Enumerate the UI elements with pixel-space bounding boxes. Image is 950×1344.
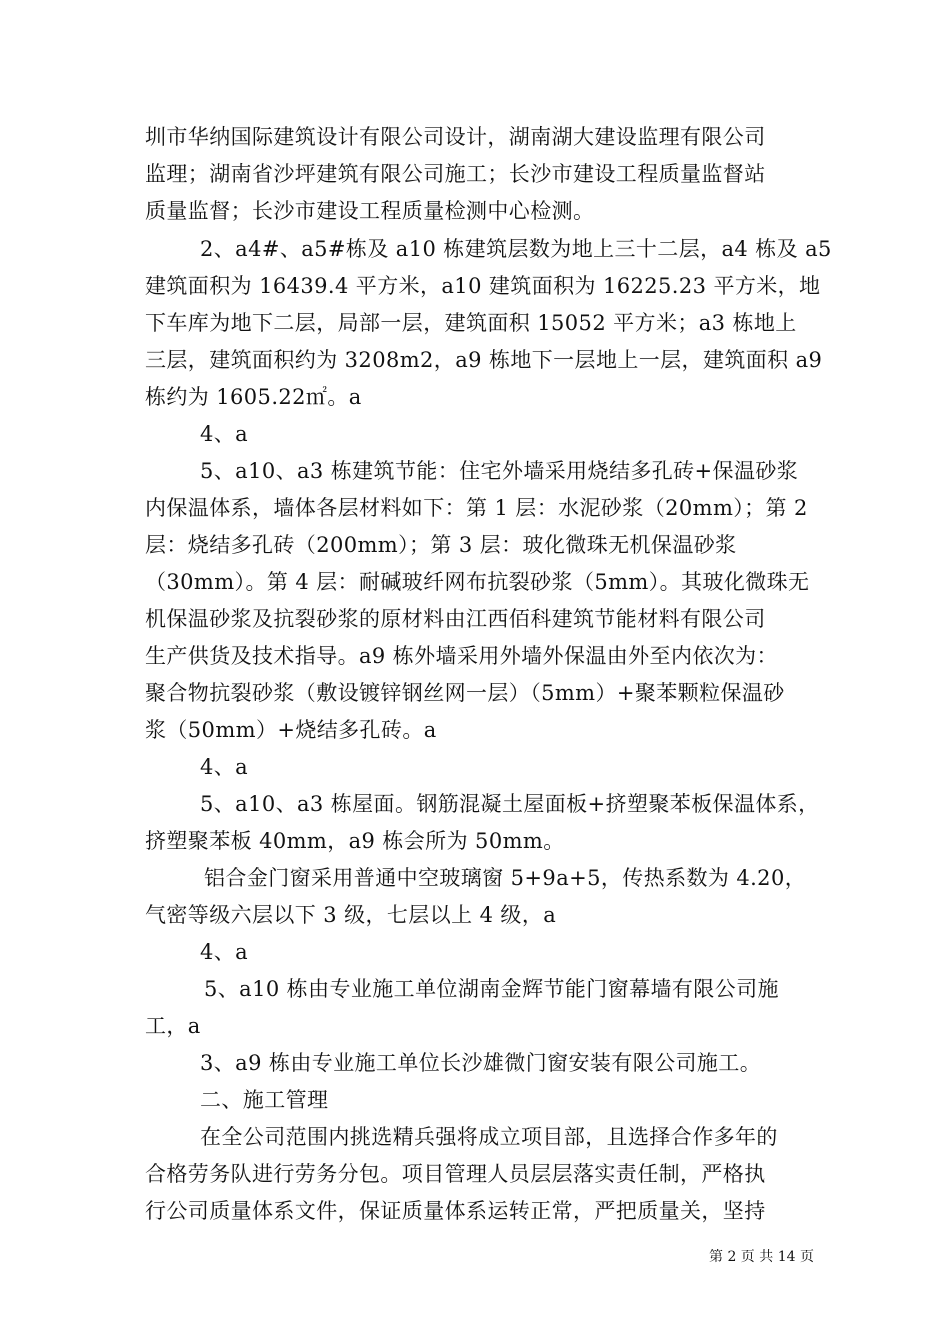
- paragraph-start-line: 5、a10、a3 栋建筑节能：住宅外墙采用烧结多孔砖+保温砂浆: [200, 459, 799, 483]
- paragraph-start-line: 在全公司范围内挑选精兵强将成立项目部，且选择合作多年的: [200, 1125, 778, 1149]
- text-line: 质量监督；长沙市建设工程质量检测中心检测。: [145, 199, 595, 223]
- text-line: 下车库为地下二层，局部一层，建筑面积 15052 平方米；a3 栋地上: [145, 311, 797, 335]
- paragraph-start-line: 4、a: [200, 940, 249, 964]
- text-line: 挤塑聚苯板 40mm，a9 栋会所为 50mm。: [145, 829, 565, 853]
- paragraph-start-line: 5、a10 栋由专业施工单位湖南金辉节能门窗幕墙有限公司施: [204, 977, 779, 1001]
- paragraph-start-line: 4、a: [200, 422, 249, 446]
- text-line: 建筑面积为 16439.4 平方米，a10 建筑面积为 16225.23 平方米，地: [145, 274, 821, 298]
- paragraph-start-line: 4、a: [200, 755, 249, 779]
- text-line: 合格劳务队进行劳务分包。项目管理人员层层落实责任制，严格执: [145, 1162, 766, 1186]
- section-heading: 二、施工管理: [200, 1088, 329, 1112]
- text-line: 圳市华纳国际建筑设计有限公司设计，湖南湖大建设监理有限公司: [145, 125, 766, 149]
- text-line: 监理；湖南省沙坪建筑有限公司施工；长沙市建设工程质量监督站: [145, 162, 766, 186]
- paragraph-start-line: 5、a10、a3 栋屋面。钢筋混凝土屋面板+挤塑聚苯板保温体系，: [200, 792, 820, 816]
- text-line: 三层，建筑面积约为 3208m2，a9 栋地下一层地上一层，建筑面积 a9: [145, 348, 823, 372]
- text-line: 内保温体系，墙体各层材料如下：第 1 层：水泥砂浆（20mm）；第 2: [145, 496, 808, 520]
- text-line: 气密等级六层以下 3 级，七层以上 4 级，a: [145, 903, 557, 927]
- text-line: 聚合物抗裂砂浆（敷设镀锌钢丝网一层）（5mm）+聚苯颗粒保温砂: [145, 681, 785, 705]
- text-line: 层：烧结多孔砖（200mm）；第 3 层：玻化微珠无机保温砂浆: [145, 533, 737, 557]
- text-line: 生产供货及技术指导。a9 栋外墙采用外墙外保温由外至内依次为：: [145, 644, 778, 668]
- paragraph-start-line: 3、a9 栋由专业施工单位长沙雄微门窗安装有限公司施工。: [200, 1051, 762, 1075]
- page-number: 第 2 页 共 14 页: [709, 1249, 814, 1265]
- text-line: 栋约为 1605.22㎡。a: [145, 385, 362, 409]
- text-line: 机保温砂浆及抗裂砂浆的原材料由江西佰科建筑节能材料有限公司: [145, 607, 766, 631]
- text-line: （30mm）。第 4 层：耐碱玻纤网布抗裂砂浆（5mm）。其玻化微珠无: [145, 570, 810, 594]
- text-line: 行公司质量体系文件，保证质量体系运转正常，严把质量关，坚持: [145, 1199, 766, 1223]
- text-line: 浆（50mm）+烧结多孔砖。a: [145, 718, 437, 742]
- paragraph-start-line: 2、a4#、a5#栋及 a10 栋建筑层数为地上三十二层，a4 栋及 a5: [200, 237, 832, 261]
- text-line: 工，a: [145, 1014, 201, 1038]
- paragraph-start-line: 铝合金门窗采用普通中空玻璃窗 5+9a+5，传热系数为 4.20，: [204, 866, 807, 890]
